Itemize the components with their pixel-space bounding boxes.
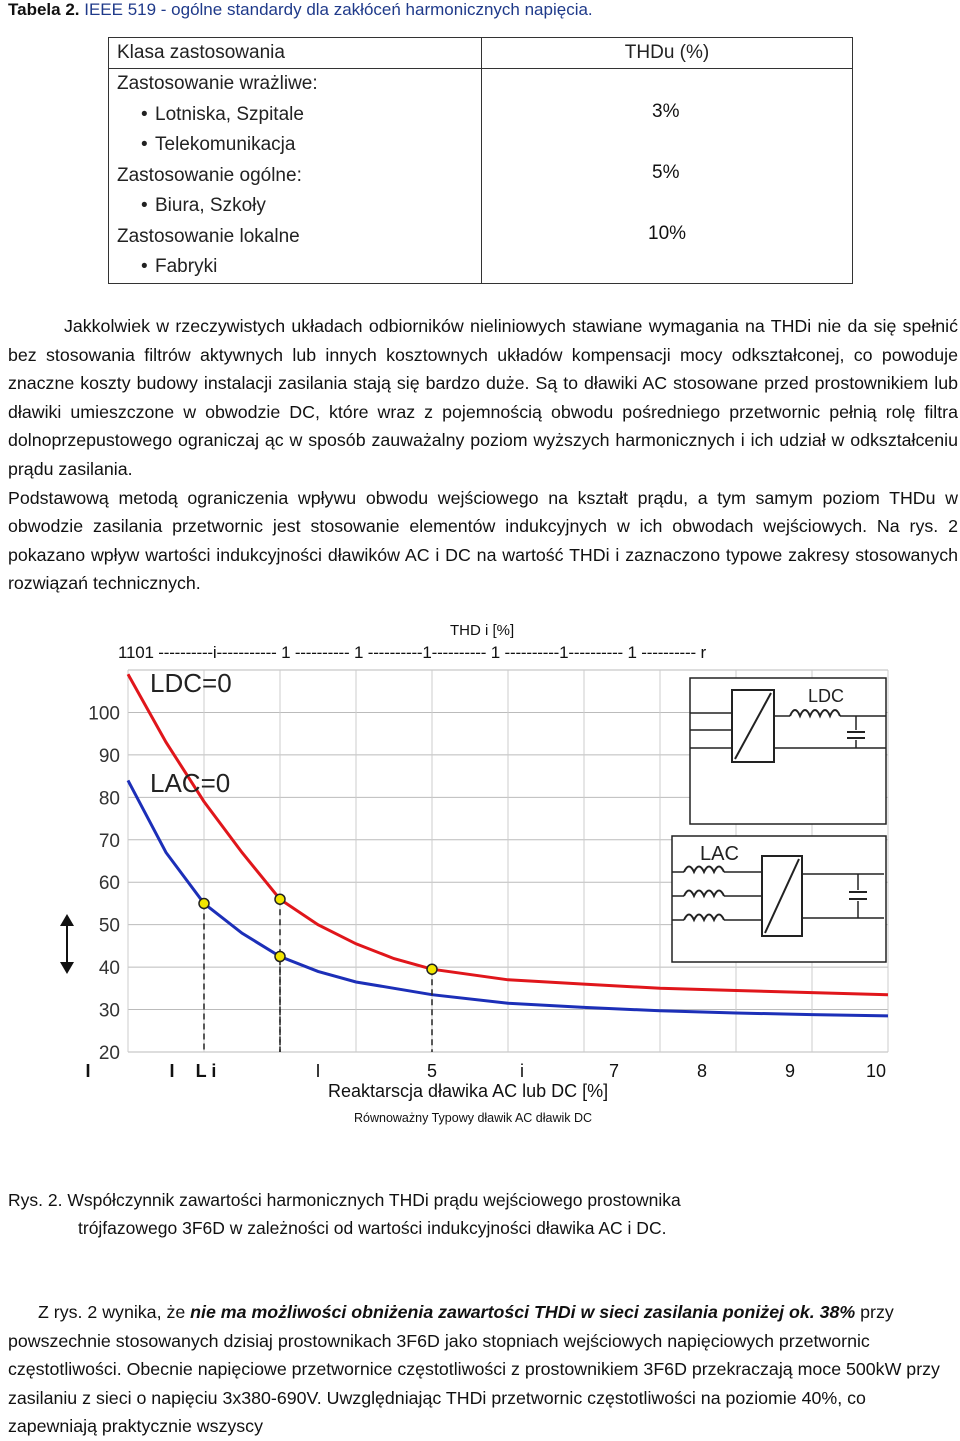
inset-label-lac: LAC — [700, 843, 739, 865]
table-caption-title: IEEE 519 - ogólne standardy dla zakłóceń harmonicznych napięcia. — [84, 0, 593, 19]
x-tick-label: 5 — [426, 1061, 438, 1081]
col1-header: Klasa zastosowania — [109, 38, 482, 69]
y-tick-label: 60 — [98, 873, 120, 895]
data-point-marker — [427, 964, 437, 974]
figure-caption — [8, 1186, 681, 1242]
range-arrow-icon — [60, 914, 74, 974]
chart-markers — [199, 894, 437, 1052]
x-axis-sublabel: Równoważny Typowy dławik AC dławik DC — [354, 1111, 593, 1125]
y-tick-label: 100 — [88, 703, 120, 725]
y-axis-ticks — [88, 703, 120, 1064]
classes-cell — [109, 69, 482, 284]
y-tick-label: 70 — [98, 830, 120, 852]
series-label-lac: LAC=0 — [150, 768, 231, 798]
class-item: • Lotniska, Szpitale — [117, 100, 473, 131]
thdu-value: 3% — [652, 101, 680, 122]
standards-table — [108, 37, 853, 284]
chart-title: THD i [%] — [450, 622, 515, 639]
thdu-value: 10% — [648, 223, 687, 244]
y-tick-label: 80 — [98, 788, 120, 810]
figure-caption-line: Rys. 2. Współczynnik zawartości harmonicznych THDi prądu wejściowego prostownika — [8, 1190, 681, 1210]
figure-caption-line: trójfazowego 3F6D w zależności od wartości indukcyjności dławika AC i DC. — [78, 1218, 667, 1238]
paragraph-text: Jakkolwiek w rzeczywistych układach odbiorników nieliniowych stawiane wymagania na THDi nie da się spełnić bez stosowania filtrów aktywnych lub innych kosztownych układów kompensacji mocy odkształconej, co powoduje znaczne koszty budowy instalacji zasilania stają się bardzo duże. Są to dławiki AC stosowane przed prostownikiem lub dławiki umieszczone w obwodzie DC, które wraz z pojemnością obwodu pośredniego przetwornic pełnią rolę filtra dolnoprzepustowego ograniczaj ąc w sposób zauważalny poziom wyższych harmonicznych i ich udział w odkształceniu prądu zasilania. — [8, 316, 958, 479]
class-item: • Biura, Szkoły — [117, 191, 473, 222]
data-point-marker — [199, 898, 209, 908]
x-axis-ticks — [85, 1061, 886, 1081]
class-item: • Telekomunikacja — [117, 130, 473, 161]
class-heading: Zastosowanie wrażliwe: — [117, 73, 318, 94]
y-tick-label: 90 — [98, 745, 120, 767]
body-paragraph — [8, 312, 958, 598]
table-caption — [8, 0, 593, 20]
class-heading: Zastosowanie ogólne: — [117, 164, 302, 186]
x-tick-label: 9 — [784, 1061, 796, 1081]
x-tick-label: 10 — [865, 1061, 887, 1081]
x-tick-label: I — [315, 1061, 321, 1081]
paragraph-text: Podstawową metodą ograniczenia wpływu obwodu wejściowego na kształt prądu, a tym samym poziom THDu w obwodzie zasilania przetwornic jest stosowanie elementów indukcyjnych w ich obwodach wejściowych. Na rys. 2 pokazano wpływ wartości indukcyjności dławików AC i DC na wartość THDi i zaznaczono typowe zakresy stosowanych rozwiązań technicznych. — [8, 487, 958, 594]
x-tick-label: I — [169, 1061, 175, 1081]
y-tick-label: 50 — [98, 915, 120, 937]
thdi-chart — [0, 660, 960, 1100]
series-label-ldc: LDC=0 — [150, 668, 232, 698]
conclusion-emphasis: nie ma możliwości obniżenia zawartości THDi w sieci zasilania poniżej ok. 38% — [190, 1302, 856, 1322]
conclusion-text: przy powszechnie stosowanych dzisiaj prostownikach 3F6D jako stopniach wejściowych napięciowych przetwornic częstotliwości. Obecnie napięciowe przetwornice częstotliwości z prostownikiem 3F6D przekraczają moce 500kW przy zasilaniu z sieci o napięciu 3x380-690V. Uwzględniając THDi przetwornic częstotliwości na poziomie 40%, co zapewniają praktycznie wszyscy — [8, 1302, 940, 1436]
x-tick-label: 7 — [608, 1061, 620, 1081]
thdu-value: 5% — [652, 162, 680, 183]
table-caption-label: Tabela 2. — [8, 0, 80, 19]
conclusion-paragraph — [8, 1298, 958, 1441]
col2-header: THDu (%) — [482, 38, 853, 69]
data-point-marker — [275, 894, 285, 904]
class-heading: Zastosowanie lokalne — [117, 225, 300, 247]
ac-reactor-schematic — [672, 836, 886, 962]
x-tick-label: L i — [195, 1061, 217, 1081]
class-item: • Fabryki — [117, 252, 473, 283]
conclusion-lead: Z rys. 2 wynika, że — [38, 1302, 191, 1322]
data-point-marker — [275, 952, 285, 962]
x-tick-label: 8 — [696, 1061, 708, 1081]
x-axis-label: Reaktarscja dławika AC lub DC [%] — [328, 1081, 609, 1101]
y-tick-label: 40 — [98, 958, 120, 980]
dc-reactor-schematic — [690, 678, 886, 824]
y-tick-label: 20 — [98, 1043, 120, 1064]
x-tick-label: i — [520, 1061, 524, 1081]
y-tick-label: 30 — [98, 1000, 120, 1022]
x-tick-label: I — [85, 1061, 91, 1081]
inset-label-ldc: LDC — [808, 686, 845, 706]
chart-top-ruler: 1101 ----------i----------- 1 ---------- 1 ----------1---------- 1 ----------1---------- 1 ---------- r — [118, 643, 706, 662]
